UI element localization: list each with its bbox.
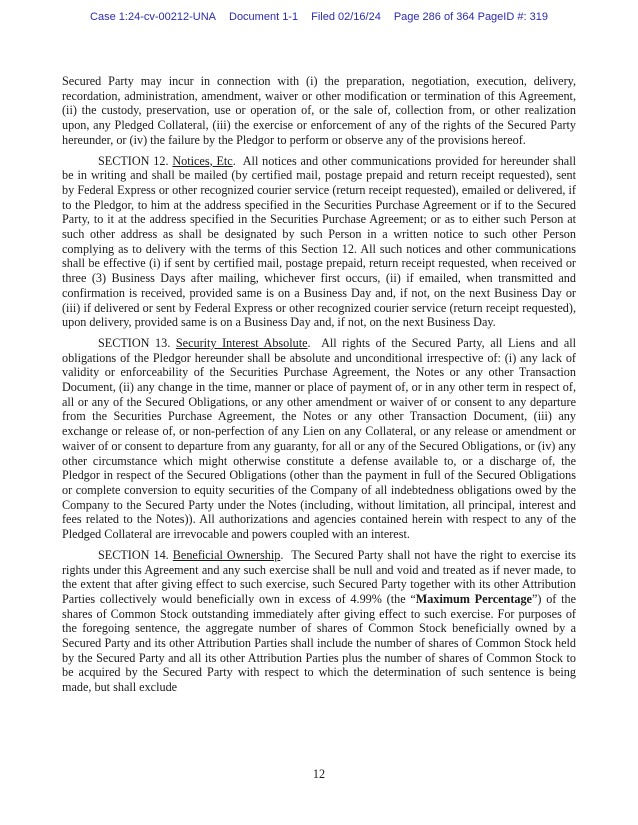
section-14-body-2: ”) of the shares of Common Stock outstanding immediately after giving effect to such exercise. For purposes of the foregoing sentence, the aggregate number of shares of Common Stock beneficially owned by a Secured Party and its other Attribution Parties shall include the number of shares of Common Stock held by the Secured Party and all its other Attribution Parties plus the number of shares of Common Stock to be acquired by the Secured Party with respect to which the determination of such sentence is being made, but shall exclude [62,591,580,695]
filed-date: Filed 02/16/24 [311,11,381,23]
paragraph-section-14 [62,547,580,695]
paragraph-continuation [62,74,580,148]
section-14-label: SECTION 14. [98,547,173,562]
text-segment: Secured Party may incur in connection with (i) the preparation, negotiation, execution, delivery, recordation, administration, amendment, waiver or other modification or termination of this Agreement, (ii) the custody, preservation, use or operation of, or the sale of, collection from, or other realization upon, any Pledged Collateral, (iii) the exercise or enforcement of any of the rights of the Secured Party hereunder, or (iv) the failure by the Pledgor to perform or observe any of the provisions hereof. [62,74,580,147]
section-14-body-1: . The Secured Party shall not have the right to exercise its rights under this Agreement and any such exercise shall be null and void and treated as if never made, to the extent that after giving effect to such exercise, such Secured Party together with its other Attribution Parties collectively would beneficially own in excess of 4.99% (the “ [62,547,580,606]
paragraph-section-13 [62,335,580,542]
section-13-title: Security Interest Absolute [175,335,308,350]
section-12-label: SECTION 12. [98,153,173,168]
page-number: 12 [312,767,326,781]
section-13-label: SECTION 13. [98,335,176,350]
case-header [0,11,638,23]
section-12-title: Notices, Etc [172,153,233,168]
defined-term-maximum-percentage: Maximum Percentage [415,591,532,606]
page-stamp: Page 286 of 364 PageID #: 319 [393,11,548,23]
section-13-body: . All rights of the Secured Party, all Liens and all obligations of the Pledgor hereunder shall be absolute and unconditional irrespective of: (i) any lack of validity or enforceability of the Securities Purchase Agreement, the Notes or any other Transaction Document, (ii) any change in the time, manner or place of payment of, or in any other term in respect of, all or any of the Secured Obligations, or any other amendment or waiver of or consent to any departure from the Securities Purchase Agreement, the Notes or any other Transaction Document, (iii) any exchange or release of, or non-perfection of any Lien on any Collateral, or any release or amendment or waiver of or consent to departure from any guaranty, for all or any of the Secured Obligations, or (iv) any other circumstance which might otherwise constitute a defense available to, or a discharge of, the Pledgor in respect of the Secured Obligations (other than the payment in full of the Secured Obligations or complete conversion to equity securities of the Company of all indebtedness obligations owed by the Company to the Secured Party under the Notes (including, without limitation, all principal, interest and fees related to the Notes)). All authorizations and agencies contained herein with respect to any of the Pledged Collateral are irrevocable and powers coupled with an interest. [62,335,580,542]
document-body [62,74,580,701]
paragraph-section-12 [62,153,580,330]
section-12-body: . All notices and other communications provided for hereunder shall be in writing and shall be mailed (by certified mail, postage prepaid and return receipt requested), sent by Federal Express or other recognized courier service (return receipt requested), emailed or delivered, if to the Pledgor, to him at the address specified in the Securities Purchase Agreement or if to the Secured Party, to it at the address specified in the Securities Purchase Agreement; or as to either such Person at such other address as shall be designated by such Person in a written notice to such other Person complying as to delivery with the terms of this Section 12. All such notices and other communications shall be effective (i) if sent by certified mail, postage prepaid, return receipt requested, when received or three (3) Business Days after mailing, whichever first occurs, (ii) if emailed, when transmitted and confirmation is received, provided same is on a Business Day and, if not, on the next Business Day or (iii) if delivered or sent by Federal Express or other recognized courier service (return receipt requested), upon delivery, provided same is on a Business Day and, if not, on the next Business Day. [62,153,580,330]
document-number: Document 1-1 [229,11,299,23]
section-14-title: Beneficial Ownership [172,547,281,562]
case-number: Case 1:24-cv-00212-UNA [90,11,216,23]
